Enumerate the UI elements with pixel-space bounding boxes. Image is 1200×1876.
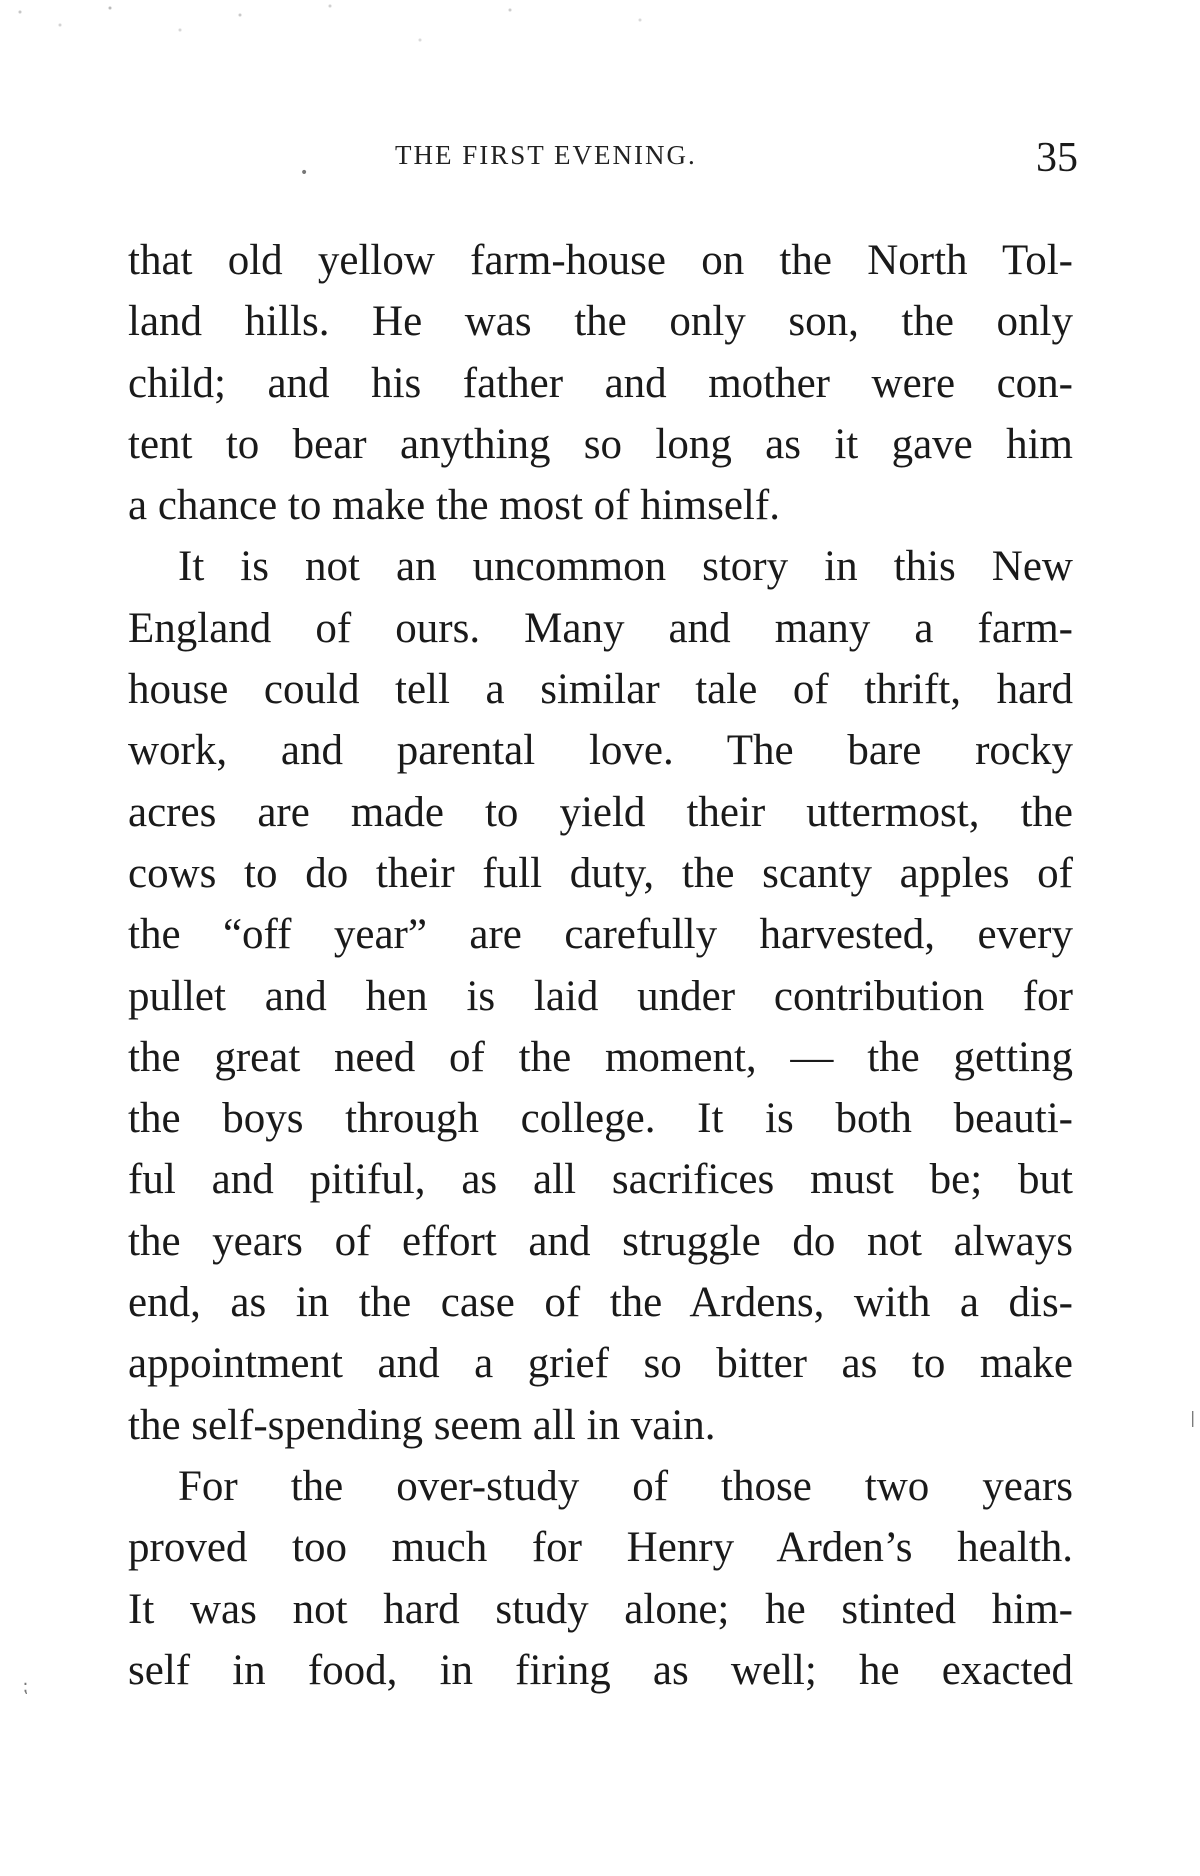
text-line: the boys through college. It is both beauti- xyxy=(128,1095,1073,1143)
margin-mark: ⁏ xyxy=(22,1676,29,1697)
text-line: tent to bear anything so long as it gave him xyxy=(128,420,1073,468)
text-line: a chance to make the most of himself. xyxy=(128,482,780,530)
ink-dot: • xyxy=(300,165,309,181)
text-line: that old yellow farm-house on the North Tol- xyxy=(128,237,1073,284)
page-number: 35 xyxy=(1036,135,1078,181)
text-line: For the over-study of those two years xyxy=(178,1462,1073,1510)
text-line: It was not hard study alone; he stinted him- xyxy=(128,1585,1073,1633)
text-line: proved too much for Henry Arden’s health. xyxy=(128,1524,1073,1572)
text-line: self in food, in firing as well; he exacted xyxy=(128,1646,1073,1694)
text-line: work, and parental love. The bare rocky xyxy=(128,727,1073,775)
body-text xyxy=(128,230,1073,1701)
text-line: England of ours. Many and many a farm- xyxy=(128,604,1073,652)
text-line: child; and his father and mother were con- xyxy=(128,359,1073,407)
text-line: the great need of the moment, — the getting xyxy=(128,1033,1073,1081)
text-line: appointment and a grief so bitter as to make xyxy=(128,1340,1073,1388)
text-line: pullet and hen is laid under contribution for xyxy=(128,972,1073,1020)
scan-speckle-decoration xyxy=(0,0,760,90)
text-line: the years of effort and struggle do not always xyxy=(128,1217,1073,1265)
running-head: THE FIRST EVENING. xyxy=(395,140,697,170)
text-line: It is not an uncommon story in this New xyxy=(178,543,1073,591)
text-line: cows to do their full duty, the scanty apples of xyxy=(128,849,1073,897)
margin-mark: | xyxy=(1190,1408,1196,1427)
text-line: the self-spending seem all in vain. xyxy=(128,1401,716,1449)
text-line: the “off year” are carefully harvested, every xyxy=(128,911,1073,959)
text-line: acres are made to yield their uttermost, the xyxy=(128,788,1073,836)
text-line: end, as in the case of the Ardens, with a dis- xyxy=(128,1279,1073,1327)
text-line: house could tell a similar tale of thrift, hard xyxy=(128,666,1073,714)
text-line: ful and pitiful, as all sacrifices must be; but xyxy=(128,1156,1073,1204)
page-header xyxy=(395,134,1078,184)
text-line: land hills. He was the only son, the only xyxy=(128,298,1073,346)
